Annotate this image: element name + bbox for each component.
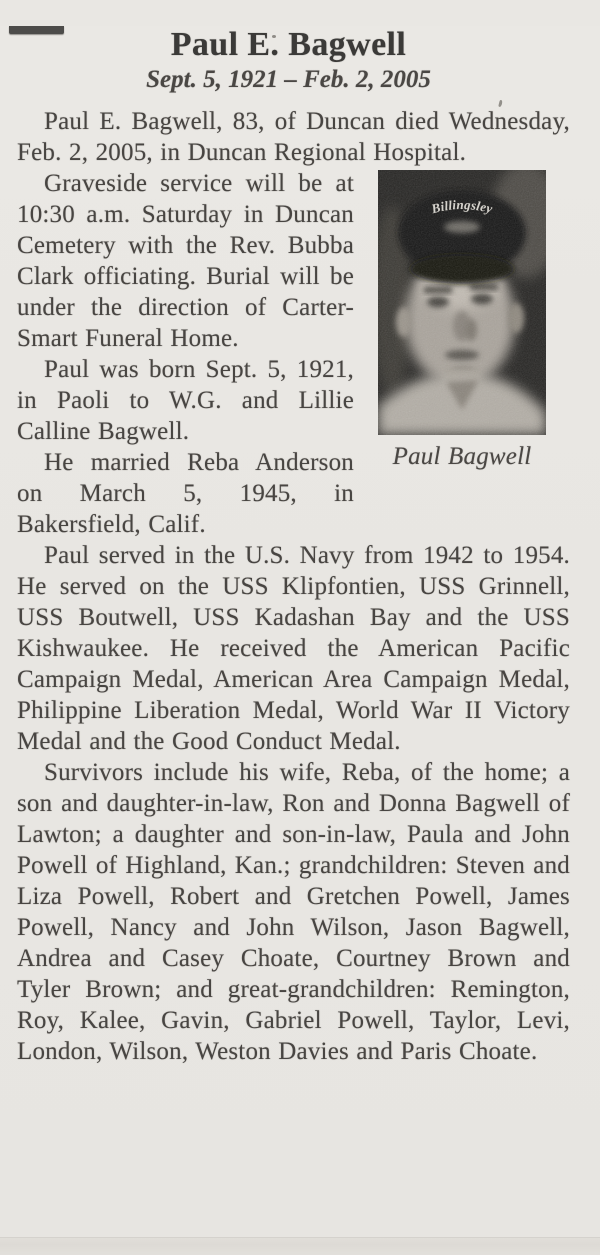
clipping-content <box>0 26 600 1067</box>
obituary-paragraph-survivors: Survivors include his wife, Reba, of the home; a son and daughter-in-law, Ron and Donna Bagwell of Lawton; a daughter and son-in-law, Paula and John Powell of Highland, Kan.; grandchildren: Steven and Liza Powell, Robert and Gretchen Powell, James Powell, Nancy and John Wilson, Jason Bagwell, Andrea and Casey Choate, Courtney Brown and Tyler Brown; and great-grandchildren: Remington, Roy, Kalee, Gavin, Gabriel Powell, Taylor, Levi, London, Wilson, Weston Davies and Paris Choate. <box>17 759 570 1065</box>
obituary-dates: Sept. 5, 1921 – Feb. 2, 2005 <box>146 66 431 93</box>
obituary-paragraph-navy: Paul served in the U.S. Navy from 1942 to 1954. He served on the USS Klipfontien, USS Grinnell, USS Boutwell, USS Kadashan Bay and the USS Kishwaukee. He received the American Pacific Campaign Medal, American Area Campaign Medal, Philippine Liberation Medal, World War II Victory Medal and the Good Conduct Medal. <box>17 542 570 755</box>
obituary-paragraph-intro: Paul E. Bagwell, 83, of Duncan died Wednesday, Feb. 2, 2005, in Duncan Regional Hospital. <box>17 108 570 166</box>
obituary-body <box>17 106 570 1067</box>
newspaper-clipping <box>0 26 600 1255</box>
obituary-paragraph-service: Graveside service will be at 10:30 a.m. Saturday in Duncan Cemetery with the Rev. Bubba Clark officiating. Burial will be under the direction of Carter-Smart Funeral Home. <box>17 170 354 352</box>
scan-edge-band <box>0 1237 600 1255</box>
obituary-paragraph-marriage: He married Reba Anderson on March 5, 1945, in Bakersfield, Calif. <box>17 449 354 538</box>
obituary-title: Paul E. Bagwell <box>170 26 407 63</box>
portrait-caption: Paul Bagwell <box>392 443 532 470</box>
portrait-photo-image <box>378 170 546 435</box>
portrait-photo <box>378 170 546 435</box>
portrait-figure <box>378 170 546 472</box>
obituary-paragraph-birth: Paul was born Sept. 5, 1921, in Paoli to W.G. and Lillie Calline Bagwell. <box>17 356 354 445</box>
